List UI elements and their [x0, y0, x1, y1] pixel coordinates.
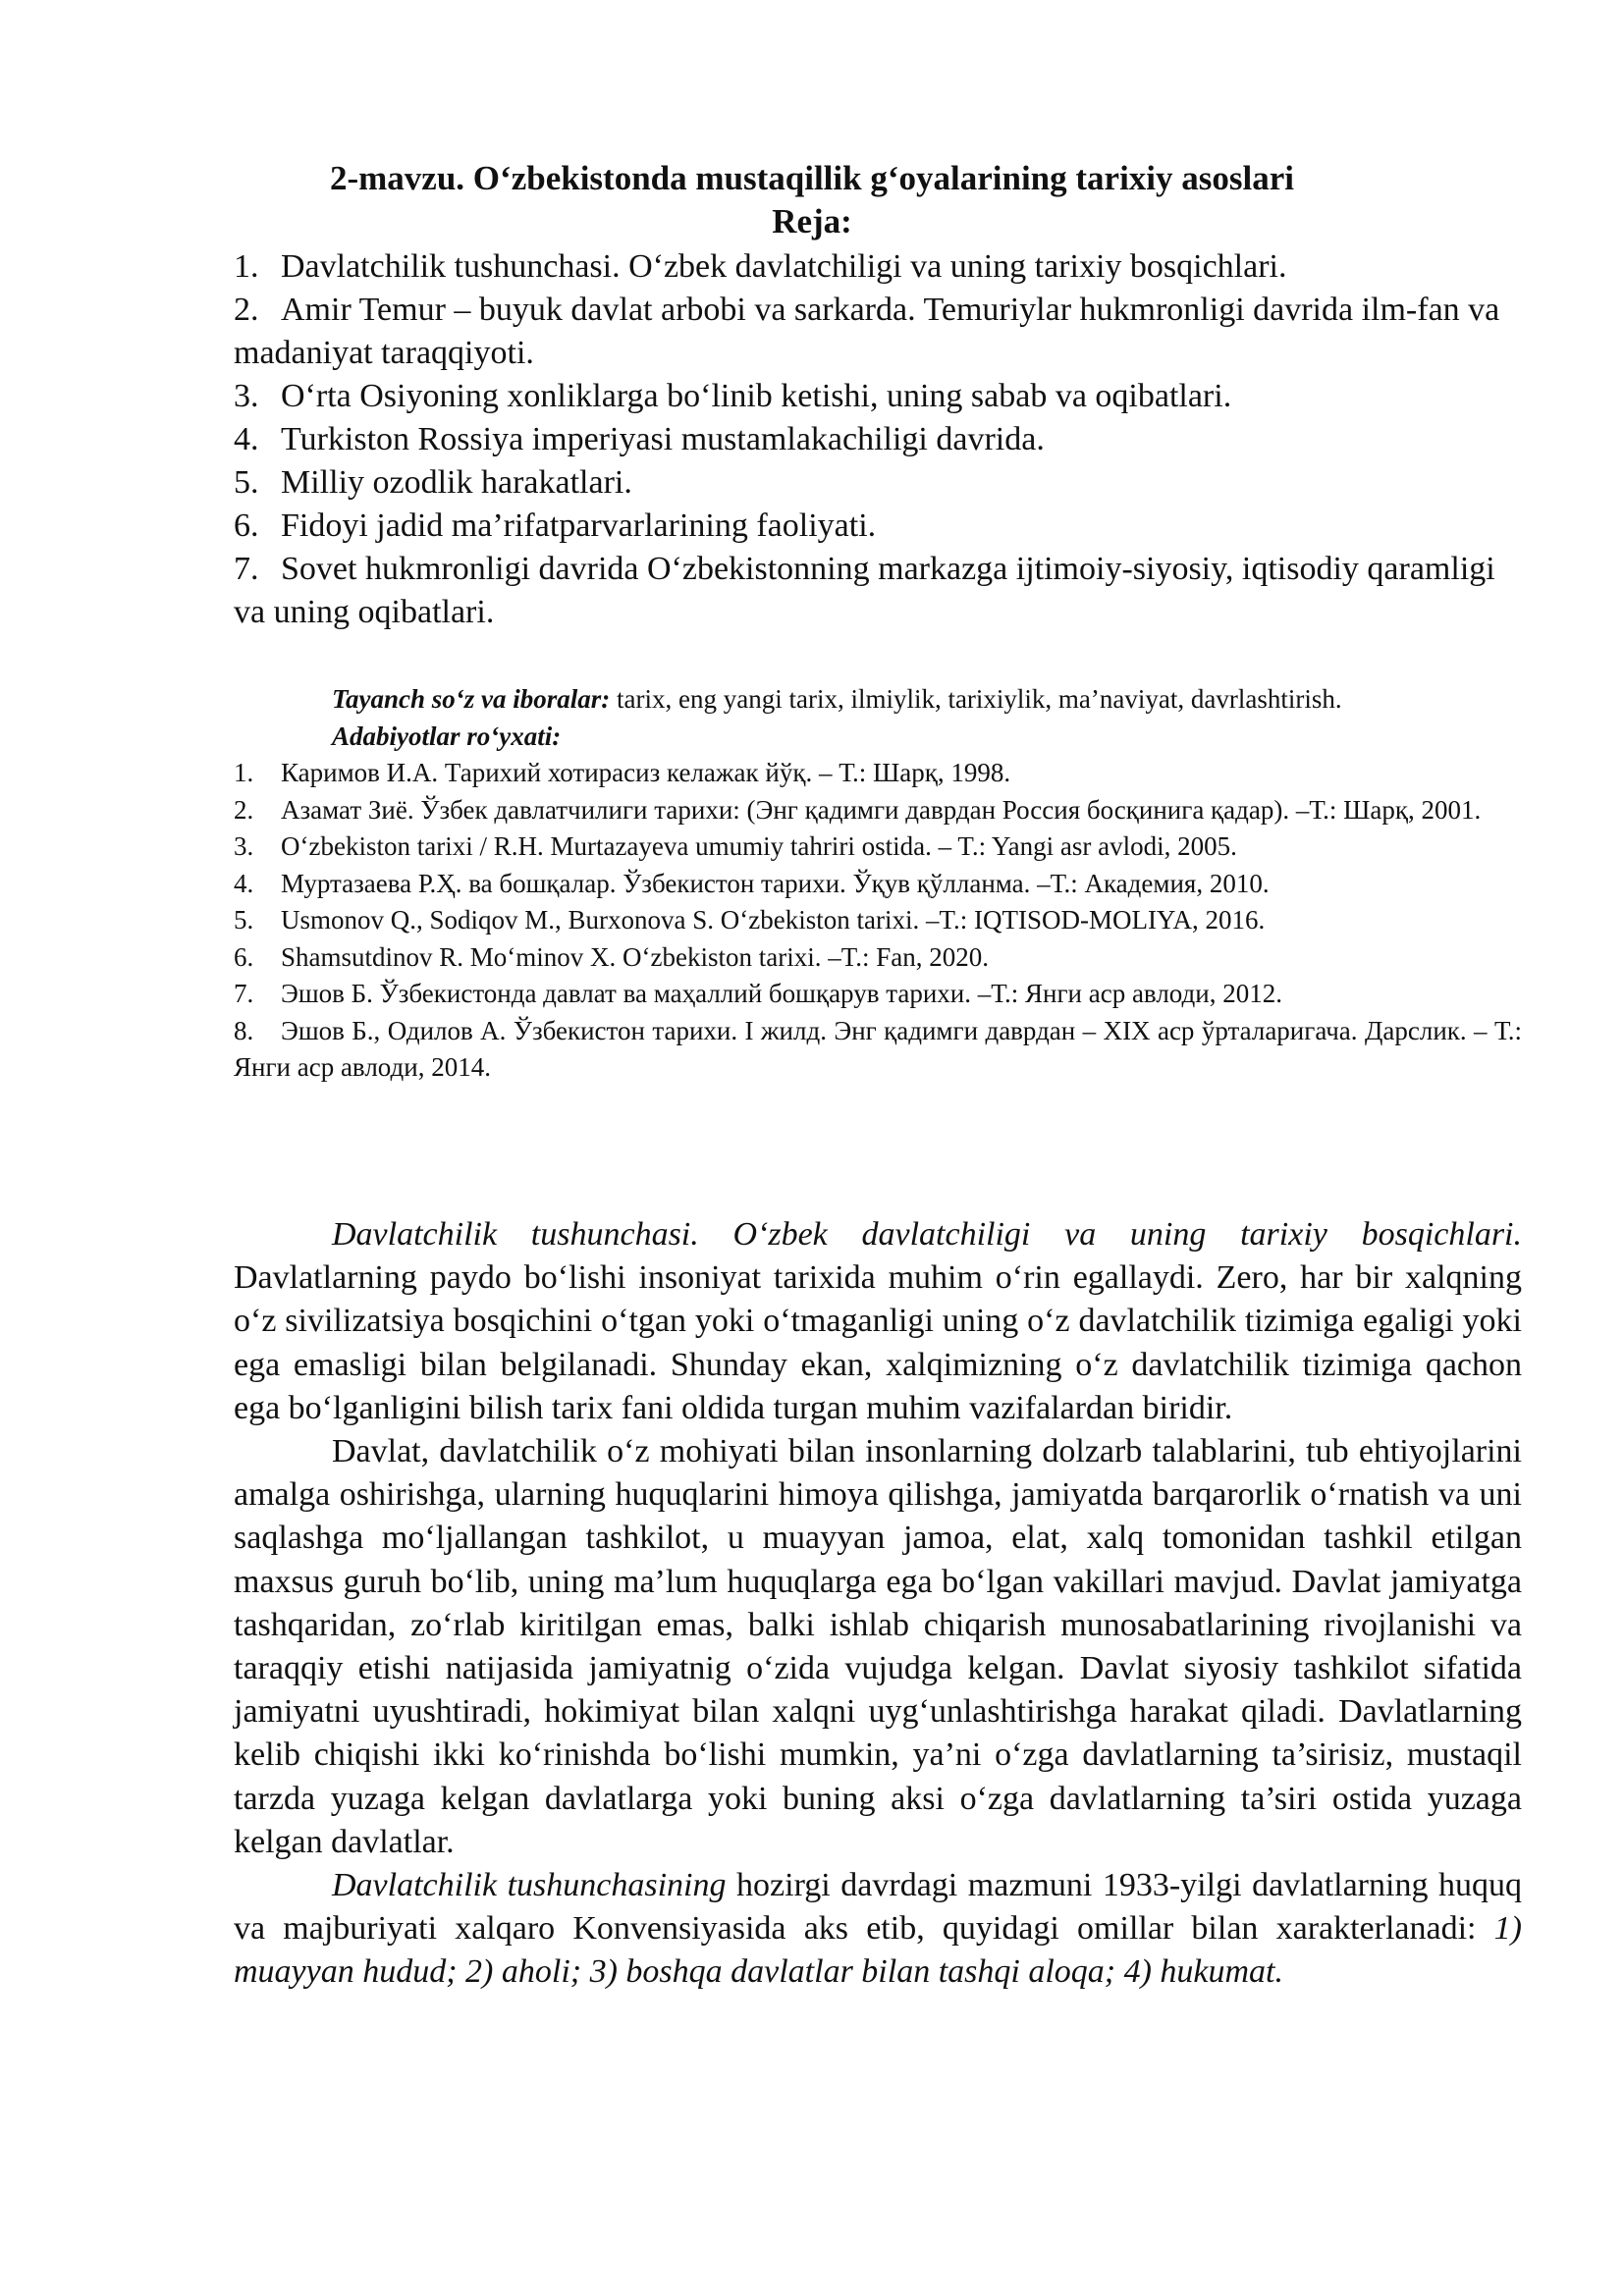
literature-item: 7. Эшов Б. Ўзбекистонда давлат ва маҳаллий бошқарув тарихи. –Т.: Янги аср авлоди, 2012. — [234, 979, 1282, 1008]
page-title: 2-mavzu. O‘zbekistonda mustaqillik g‘oyalarining tarixiy asoslari — [330, 159, 1294, 197]
literature-item: 6. Shamsutdinov R. Mo‘minov X. O‘zbekiston tarixi. –T.: Fan, 2020. — [234, 941, 989, 972]
section-heading-italic: Davlatchilik tushunchasi. O‘zbek davlatchiligi va uning tarixiy bosqichlari. — [332, 1216, 1522, 1253]
literature-item: 8. Эшов Б., Одилов А. Ўзбекистон тарихи. I жилд. Энг қадимги даврдан – XIX аср ўрталаригача. Дарслик. – Т.: Янги аср авлоди, 2014. — [234, 1015, 1522, 1082]
plan-item: 7. Sovet hukmronligi davrida O‘zbekistonning markazga ijtimoiy-siyosiy, iqtisodiy qaramligi va uning oqibatlari. — [234, 551, 1495, 630]
keywords-text: tarix, eng yangi tarix, ilmiylik, tarixiylik, ma’naviyat, davrlashtirish. — [610, 684, 1342, 714]
literature-heading: Adabiyotlar ro‘yxati: — [332, 721, 562, 751]
body-paragraph: Davlatchilik tushunchasi. O‘zbek davlatchiligi va uning tarixiy bosqichlari. Davlatlarning paydo bo‘lishi insoniyat tarixida muhim o‘rin egallaydi. Zero, har bir xalqning o‘z sivilizatsiya bosqichini o‘tgan yoki o‘tmaganligi uning o‘z davlatchilik tizimiga egaligi yoki ega emasligi bilan belgilanadi. Shunday ekan, xalqimizning o‘z davlatchilik tizimiga qachon ega bo‘lganligini bilish tarix fani oldida turgan muhim vazifalardan biridir. — [234, 1216, 1522, 1426]
literature-item: 4. Муртазаева Р.Ҳ. ва бошқалар. Ўзбекистон тарихи. Ўқув қўлланма. –Т.: Академия, 2010. — [234, 868, 1270, 898]
literature-item: 5. Usmonov Q., Sodiqov M., Burxonova S. O‘zbekiston tarixi. –T.: IQTISOD-MOLIYA, 2016. — [234, 905, 1266, 934]
body-text — [234, 1213, 1522, 1995]
plan-list — [234, 245, 1522, 634]
plan-item: 1. Davlatchilik tushunchasi. O‘zbek davlatchiligi va uning tarixiy bosqichlari. — [234, 248, 1287, 285]
keywords-label: Tayanch so‘z va iboralar: — [332, 684, 611, 714]
keywords-paragraph — [234, 681, 1522, 719]
plan-item: 6. Fidoyi jadid ma’rifatparvarlarining faoliyati. — [234, 507, 877, 544]
plan-item: 4. Turkiston Rossiya imperiyasi mustamlakachiligi davrida. — [234, 421, 1045, 457]
literature-item: 1. Каримов И.А. Тарихий хотирасиз келажак йўқ. – Т.: Шарқ, 1998. — [234, 758, 1011, 787]
references-block — [234, 681, 1522, 1087]
plan-item: 5. Milliy ozodlik harakatlari. — [234, 464, 632, 501]
body-paragraph: Davlat, davlatchilik o‘z mohiyati bilan insonlarning dolzarb talablarini, tub ehtiyojlarini amalga oshirishga, ularning huquqlarini himoya qilishga, jamiyatda barqarorlik o‘rnatish va uni saqlashga mo‘ljallangan tashkilot, u muayyan jamoa, elat, xalq tomonidan tashkil etilgan maxsus guruh bo‘lib, uning ma’lum huquqlarga ega bo‘lgan vakillari mavjud. Davlat jamiyatga tashqaridan, zo‘rlab kiritilgan emas, balki ishlab chiqarish munosabatlarining rivojlanishi va taraqqiy etishi natijasida jamiyatnig o‘zida vujudga kelgan. Davlat siyosiy tashkilot sifatida jamiyatni uyushtiradi, hokimiyat bilan xalqni uyg‘unlashtirishga harakat qiladi. Davlatlarning kelib chiqishi ikki ko‘rinishda bo‘lishi mumkin, ya’ni o‘zga davlatlarning ta’sirisiz, mustaqil tarzda yuzaga kelgan davlatlarga yoki buning aksi o‘zga davlatlarning ta’siri ostida yuzaga kelgan davlatlar. — [234, 1433, 1522, 1860]
plan-item: 3. O‘rta Osiyoning xonliklarga bo‘linib ketishi, uning sabab va oqibatlari. — [234, 378, 1232, 414]
literature-item: 3. O‘zbekiston tarixi / R.H. Murtazayeva umumiy tahriri ostida. – T.: Yangi asr avlodi, 2005. — [234, 831, 1237, 861]
body-paragraph: Davlatchilik tushunchasining hozirgi davrdagi mazmuni 1933-yilgi davlatlarning huquq va majburiyati xalqaro Konvensiyasida aks etib, quyidagi omillar bilan xarakterlanadi: 1) muayyan hudud; 2) aholi; 3) boshqa davlatlar bilan tashqi aloqa; 4) hukumat. — [234, 1867, 1522, 1991]
plan-heading: Reja: — [772, 202, 852, 240]
literature-item: 2. Азамат Зиё. Ўзбек давлатчилиги тарихи: (Энг қадимги даврдан Россия босқинига қадар). –Т.: Шарқ, 2001. — [234, 794, 1482, 825]
plan-item: 2. Amir Temur – buyuk davlat arbobi va sarkarda. Temuriylar hukmronligi davrida ilm-fan va madaniyat taraqqiyoti. — [234, 292, 1500, 371]
